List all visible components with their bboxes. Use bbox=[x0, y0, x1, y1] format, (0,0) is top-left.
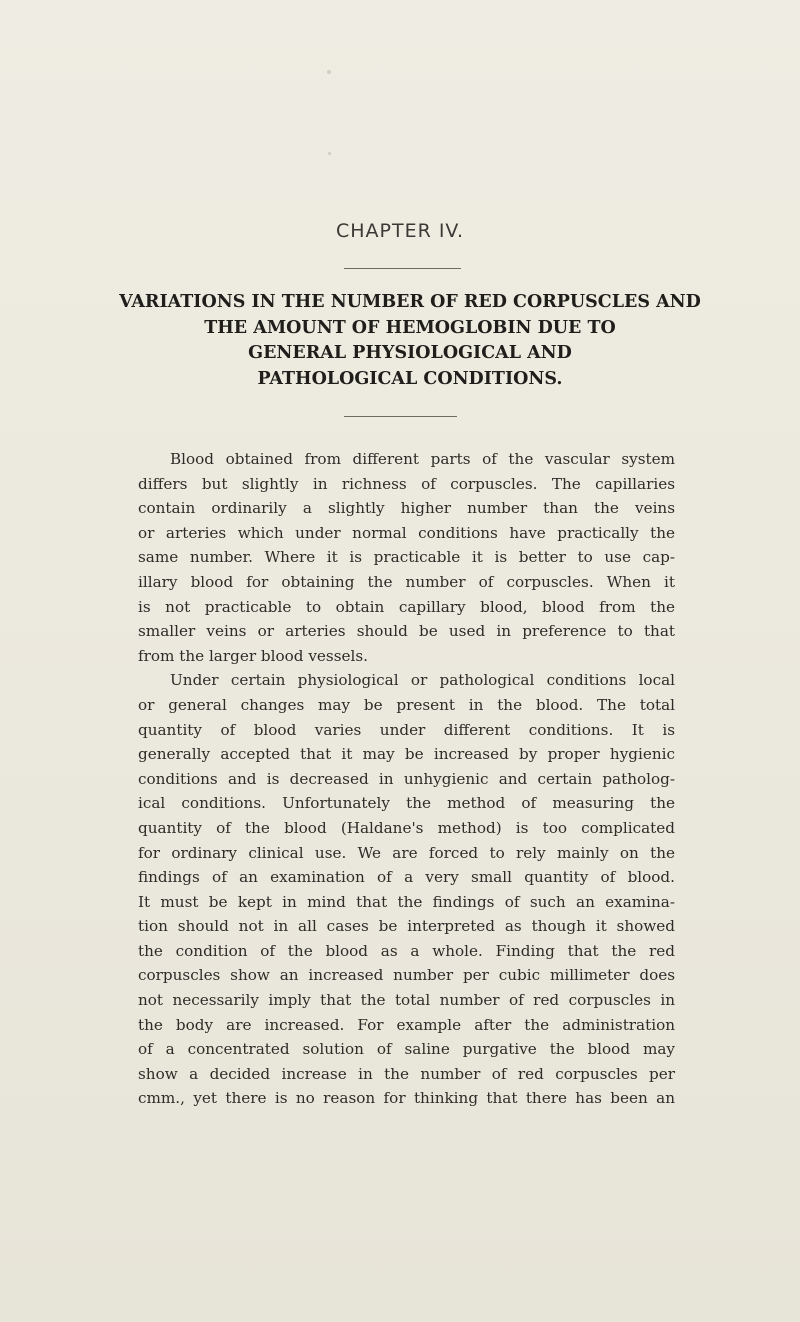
text-line: It must be kept in mind that the findings of such an examina- bbox=[138, 892, 675, 911]
text-line: corpuscles show an increased number per cubic millimeter does bbox=[138, 966, 675, 985]
chapter-title-line: THE AMOUNT OF HEMOGLOBIN DUE TO bbox=[204, 317, 616, 338]
text-line: the condition of the blood as a whole. Finding that the red bbox=[138, 941, 675, 960]
text-line: conditions and is decreased in unhygienic and certain patholog- bbox=[138, 769, 675, 788]
text-line: findings of an examination of a very small quantity of blood. bbox=[138, 868, 675, 887]
text-line: generally accepted that it may be increased by proper hygienic bbox=[138, 745, 675, 764]
text-line: the body are increased. For example after the administration bbox=[138, 1015, 675, 1034]
chapter-title-line: PATHOLOGICAL CONDITIONS. bbox=[257, 368, 563, 389]
text-line: from the larger blood vessels. bbox=[138, 646, 368, 665]
text-line: or arteries which under normal conditions have practically the bbox=[138, 523, 675, 542]
text-line: tion should not in all cases be interpreted as though it showed bbox=[138, 917, 675, 936]
text-line: smaller veins or arteries should be used in preference to that bbox=[138, 622, 675, 641]
text-line: contain ordinarily a slightly higher number than the veins bbox=[138, 499, 675, 518]
text-line: Blood obtained from different parts of the vascular system bbox=[170, 450, 675, 468]
body-text bbox=[138, 447, 675, 1111]
text-line: not necessarily imply that the total number of red corpuscles in bbox=[138, 991, 675, 1010]
top-divider-rule bbox=[344, 268, 461, 269]
text-line: differs but slightly in richness of corpuscles. The capillaries bbox=[138, 474, 675, 493]
chapter-label: CHAPTER IV. bbox=[335, 220, 465, 242]
text-line: show a decided increase in the number of red corpuscles per bbox=[138, 1064, 675, 1083]
text-line: for ordinary clinical use. We are forced to rely mainly on the bbox=[138, 843, 675, 862]
chapter-title-line: VARIATIONS IN THE NUMBER OF RED CORPUSCLES AND bbox=[119, 292, 701, 312]
text-line: illary blood for obtaining the number of corpuscles. When it bbox=[138, 572, 675, 591]
text-line: ical conditions. Unfortunately the method of measuring the bbox=[138, 794, 675, 813]
paper-speck bbox=[327, 70, 331, 74]
text-line: or general changes may be present in the blood. The total bbox=[138, 695, 675, 714]
text-line: quantity of blood varies under different conditions. It is bbox=[138, 720, 675, 739]
text-line: of a concentrated solution of saline purgative the blood may bbox=[138, 1040, 675, 1059]
text-line: same number. Where it is practicable it is better to use cap- bbox=[138, 548, 675, 567]
text-line: Under certain physiological or pathological conditions local bbox=[170, 671, 675, 690]
text-line: quantity of the blood (Haldane's method) is too complicated bbox=[138, 818, 675, 837]
bottom-divider-rule bbox=[344, 416, 457, 417]
text-line: cmm., yet there is no reason for thinking that there has been an bbox=[138, 1089, 675, 1108]
chapter-title-line: GENERAL PHYSIOLOGICAL AND bbox=[248, 343, 572, 363]
text-line: is not practicable to obtain capillary blood, blood from the bbox=[138, 597, 675, 616]
paper-speck bbox=[328, 152, 331, 155]
chapter-title bbox=[100, 290, 720, 392]
